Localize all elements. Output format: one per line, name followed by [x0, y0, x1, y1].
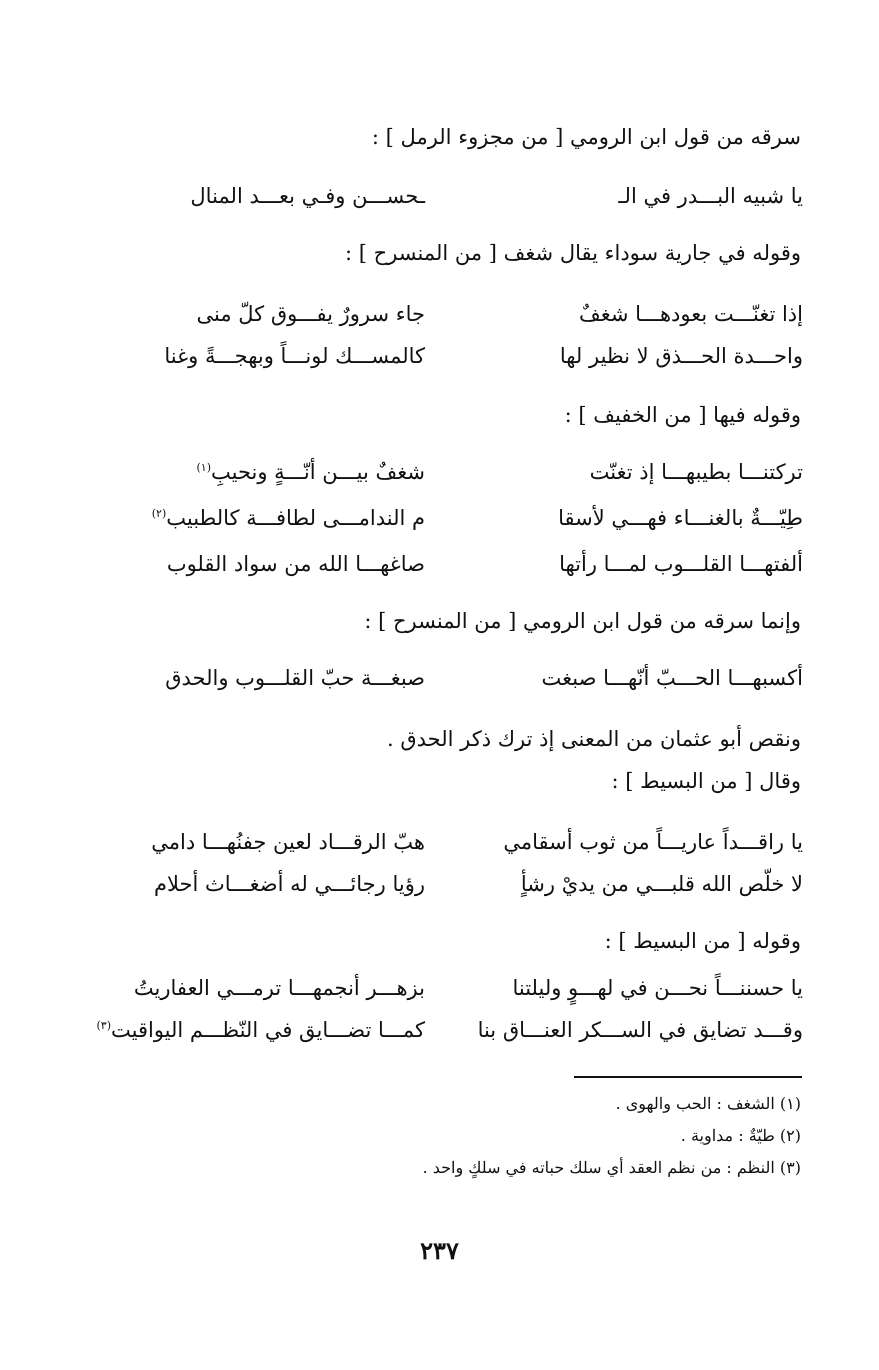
intro-line-2: وقوله في جارية سوداء يقال شغف [ من المنسرح ] : — [345, 241, 801, 265]
verse-second-hemistich: رؤيا رجائـــي له أضغـــاث أحلام — [154, 872, 425, 896]
verse-second-hemistich — [90, 1014, 425, 1046]
hemistich-text: م الندامـــى لطافـــة كالطبيب — [166, 506, 425, 530]
verse-second-hemistich: صبغـــة حبّ القلـــوب والحدق — [165, 666, 425, 690]
verse-second-hemistich: ـحســـن وفـي بعـــد المنال — [190, 184, 425, 208]
verse-second-hemistich — [90, 502, 425, 534]
verse-first-hemistich: تركتنـــا بطيبهـــا إذ تغنّت — [589, 460, 803, 484]
intro-line-4: وإنما سرقه من قول ابن الرومي [ من المنسرح ] : — [364, 609, 801, 633]
verse-line — [123, 298, 803, 330]
hemistich-text: شغفٌ بيـــن أنّـــةٍ ونحيبِ — [210, 460, 425, 484]
verse-line — [123, 868, 803, 900]
verse-first-hemistich: يا شبيه البـــدر في الـ — [618, 184, 803, 208]
footnote-marker: (٢) — [151, 507, 167, 520]
verse-second-hemistich: جاء سرورٌ يفـــوق كلّ منى — [196, 302, 425, 326]
page-number: ٢٣٧ — [420, 1236, 459, 1265]
verse-line — [123, 502, 803, 534]
verse-second-hemistich: كالمســـك لونـــاً وبهجـــةً وغنا — [164, 344, 425, 368]
commentary-line: ونقص أبو عثمان من المعنى إذ ترك ذكر الحدق . — [387, 727, 801, 751]
verse-first-hemistich: واحـــدة الحـــذق لا نظير لها — [559, 344, 803, 368]
intro-line-3: وقوله فيها [ من الخفيف ] : — [564, 403, 801, 427]
footnote-2: (٢) طيّةٌ : مداوية . — [680, 1126, 801, 1145]
verse-line — [123, 180, 803, 212]
footnote-marker: (٣) — [96, 1019, 111, 1032]
verse-first-hemistich: يا حسننـــاً نحـــن في لهـــوٍ وليلتنا — [512, 976, 803, 1000]
verse-line — [123, 662, 803, 694]
verse-second-hemistich — [90, 456, 425, 488]
verse-line — [123, 456, 803, 488]
intro-line-5: وقال [ من البسيط ] : — [611, 769, 801, 793]
verse-first-hemistich: إذا تغنّـــت بعودهـــا شغفٌ — [578, 302, 803, 326]
verse-line — [123, 548, 803, 580]
verse-first-hemistich: لا خلّص الله قلبـــي من يديْ رشأٍ — [520, 872, 803, 896]
verse-first-hemistich: طِيّـــةٌ بالغنـــاء فهـــي لأسقا — [558, 506, 803, 530]
verse-first-hemistich: ألفتهـــا القلـــوب لمـــا رأتها — [559, 552, 803, 576]
verse-second-hemistich: هبّ الرقـــاد لعين جفنُهـــا دامي — [151, 830, 425, 854]
verse-line — [123, 972, 803, 1004]
footnote-3: (٣) النظم : من نظم العقد أي سلك حباته في سلكٍ واحد . — [422, 1158, 801, 1177]
verse-second-hemistich: صاغهـــا الله من سواد القلوب — [166, 552, 425, 576]
verse-first-hemistich: أكسبهـــا الحـــبّ أنّهـــا صبغت — [541, 666, 803, 690]
verse-line — [123, 340, 803, 372]
verse-line — [96, 1014, 803, 1046]
verse-first-hemistich: وقـــد تضايق في الســـكر العنـــاق بنا — [477, 1018, 803, 1042]
verse-line — [123, 826, 803, 858]
footnote-1: (١) الشغف : الحب والهوى . — [615, 1094, 801, 1113]
verse-second-hemistich: بزهـــر أنجمهـــا ترمـــي العفاريتُ — [133, 976, 425, 1000]
intro-line-1: سرقه من قول ابن الرومي [ من مجزوء الرمل ] : — [371, 125, 801, 149]
intro-line-6: وقوله [ من البسيط ] : — [604, 929, 801, 953]
footnote-marker: (١) — [196, 461, 211, 474]
verse-first-hemistich: يا راقـــداً عاريـــاً من ثوب أسقامي — [503, 830, 803, 854]
footnote-divider — [574, 1076, 802, 1078]
hemistich-text: كمـــا تضـــايق في النّظـــم اليواقيت — [111, 1018, 425, 1042]
